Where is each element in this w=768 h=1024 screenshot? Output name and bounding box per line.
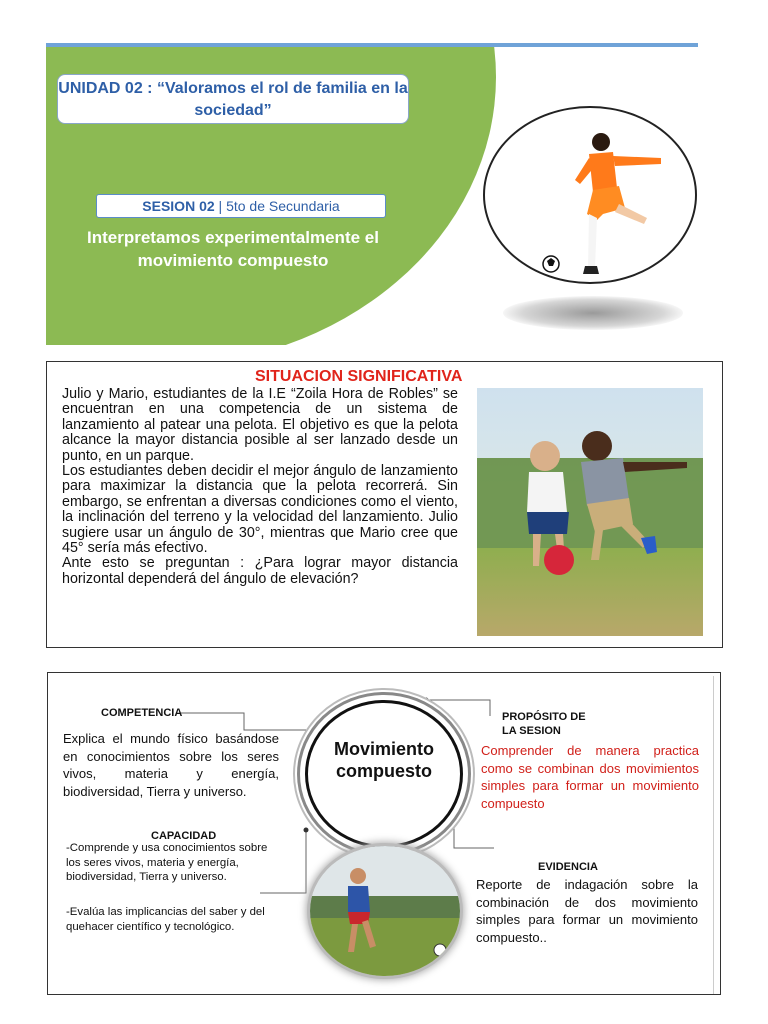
evidencia-text: Reporte de indagación sobre la combinación de dos movimiento simples para formar un movimiento compuesto.. [476, 877, 698, 945]
proposito-connector [426, 700, 490, 716]
competencia-text: Explica el mundo físico basándose en conocimientos sobre los seres vivos, materia y energía, biodiversidad, Tierra y universo. [63, 731, 279, 799]
connector-dot-1 [304, 828, 309, 833]
evidencia-label: EVIDENCIA [538, 861, 598, 873]
situacion-paragraph-3: Ante esto se preguntan : ¿Para lograr mayor distancia horizontal dependerá del ángulo de elevación? [62, 555, 458, 587]
proposito-label [502, 710, 586, 738]
connector-dot-3 [452, 820, 457, 825]
capacidad-label: CAPACIDAD [151, 830, 217, 842]
session-label: SESION 02 [142, 198, 215, 214]
evidencia-connector [454, 822, 494, 848]
competencia-connector [180, 713, 306, 730]
boy-kicking-photo [310, 846, 460, 976]
boy-head [350, 868, 366, 884]
session-grade: 5to de Secundaria [226, 198, 340, 214]
boy-photo-trees [310, 896, 460, 918]
boy-shirt [348, 886, 370, 912]
situacion-title: SITUACION SIGNIFICATIVA [255, 368, 463, 385]
proposito-text: Comprender de manera practica como se combinan dos movimientos simples para formar un movimiento compuesto [481, 743, 699, 811]
connector-dot-2 [424, 698, 429, 703]
capacidad-text-2: -Evalúa las implicancias del saber y del quehacer científico y tecnológico. [66, 906, 265, 933]
proposito-label-line-1: PROPÓSITO DE [502, 711, 586, 723]
center-title: Movimiento compuesto [333, 739, 434, 781]
capacidad-text-1: -Comprende y usa conocimientos sobre los seres vivos, materia y energía, biodiversidad, Tierra y universo. [66, 842, 268, 883]
competencia-label: COMPETENCIA [101, 707, 183, 719]
situacion-paragraph-1: Julio y Mario, estudiantes de la I.E “Zoila Hora de Robles” se encuentran en una competencia de un sistema de lanzamiento al patear una pelota. El objetivo es que la pelota alcance la mayor distancia posible al ser lanzado desde un punto, en un parque. [62, 386, 458, 464]
session-title: Interpretamos experimentalmente el movimiento compuesto [87, 228, 379, 270]
proposito-label-line-2: LA SESION [502, 725, 561, 737]
session-separator: | [214, 198, 227, 214]
boy-photo-svg [310, 846, 460, 976]
situacion-paragraph-2: Los estudiantes deben decidir el mejor ángulo de lanzamiento para maximizar la distancia que la pelota recorrerá. Sin embargo, se enfrentan a diversas condiciones como el viento, la inclinación del terreno y la velocidad del lanzamiento. Julio sugiere usar un ángulo de 30°, mientras que Mario cree que 45° sería más efectivo. [62, 463, 458, 557]
unit-title: UNIDAD 02 : “Valoramos el rol de familia en la sociedad” [58, 80, 408, 119]
